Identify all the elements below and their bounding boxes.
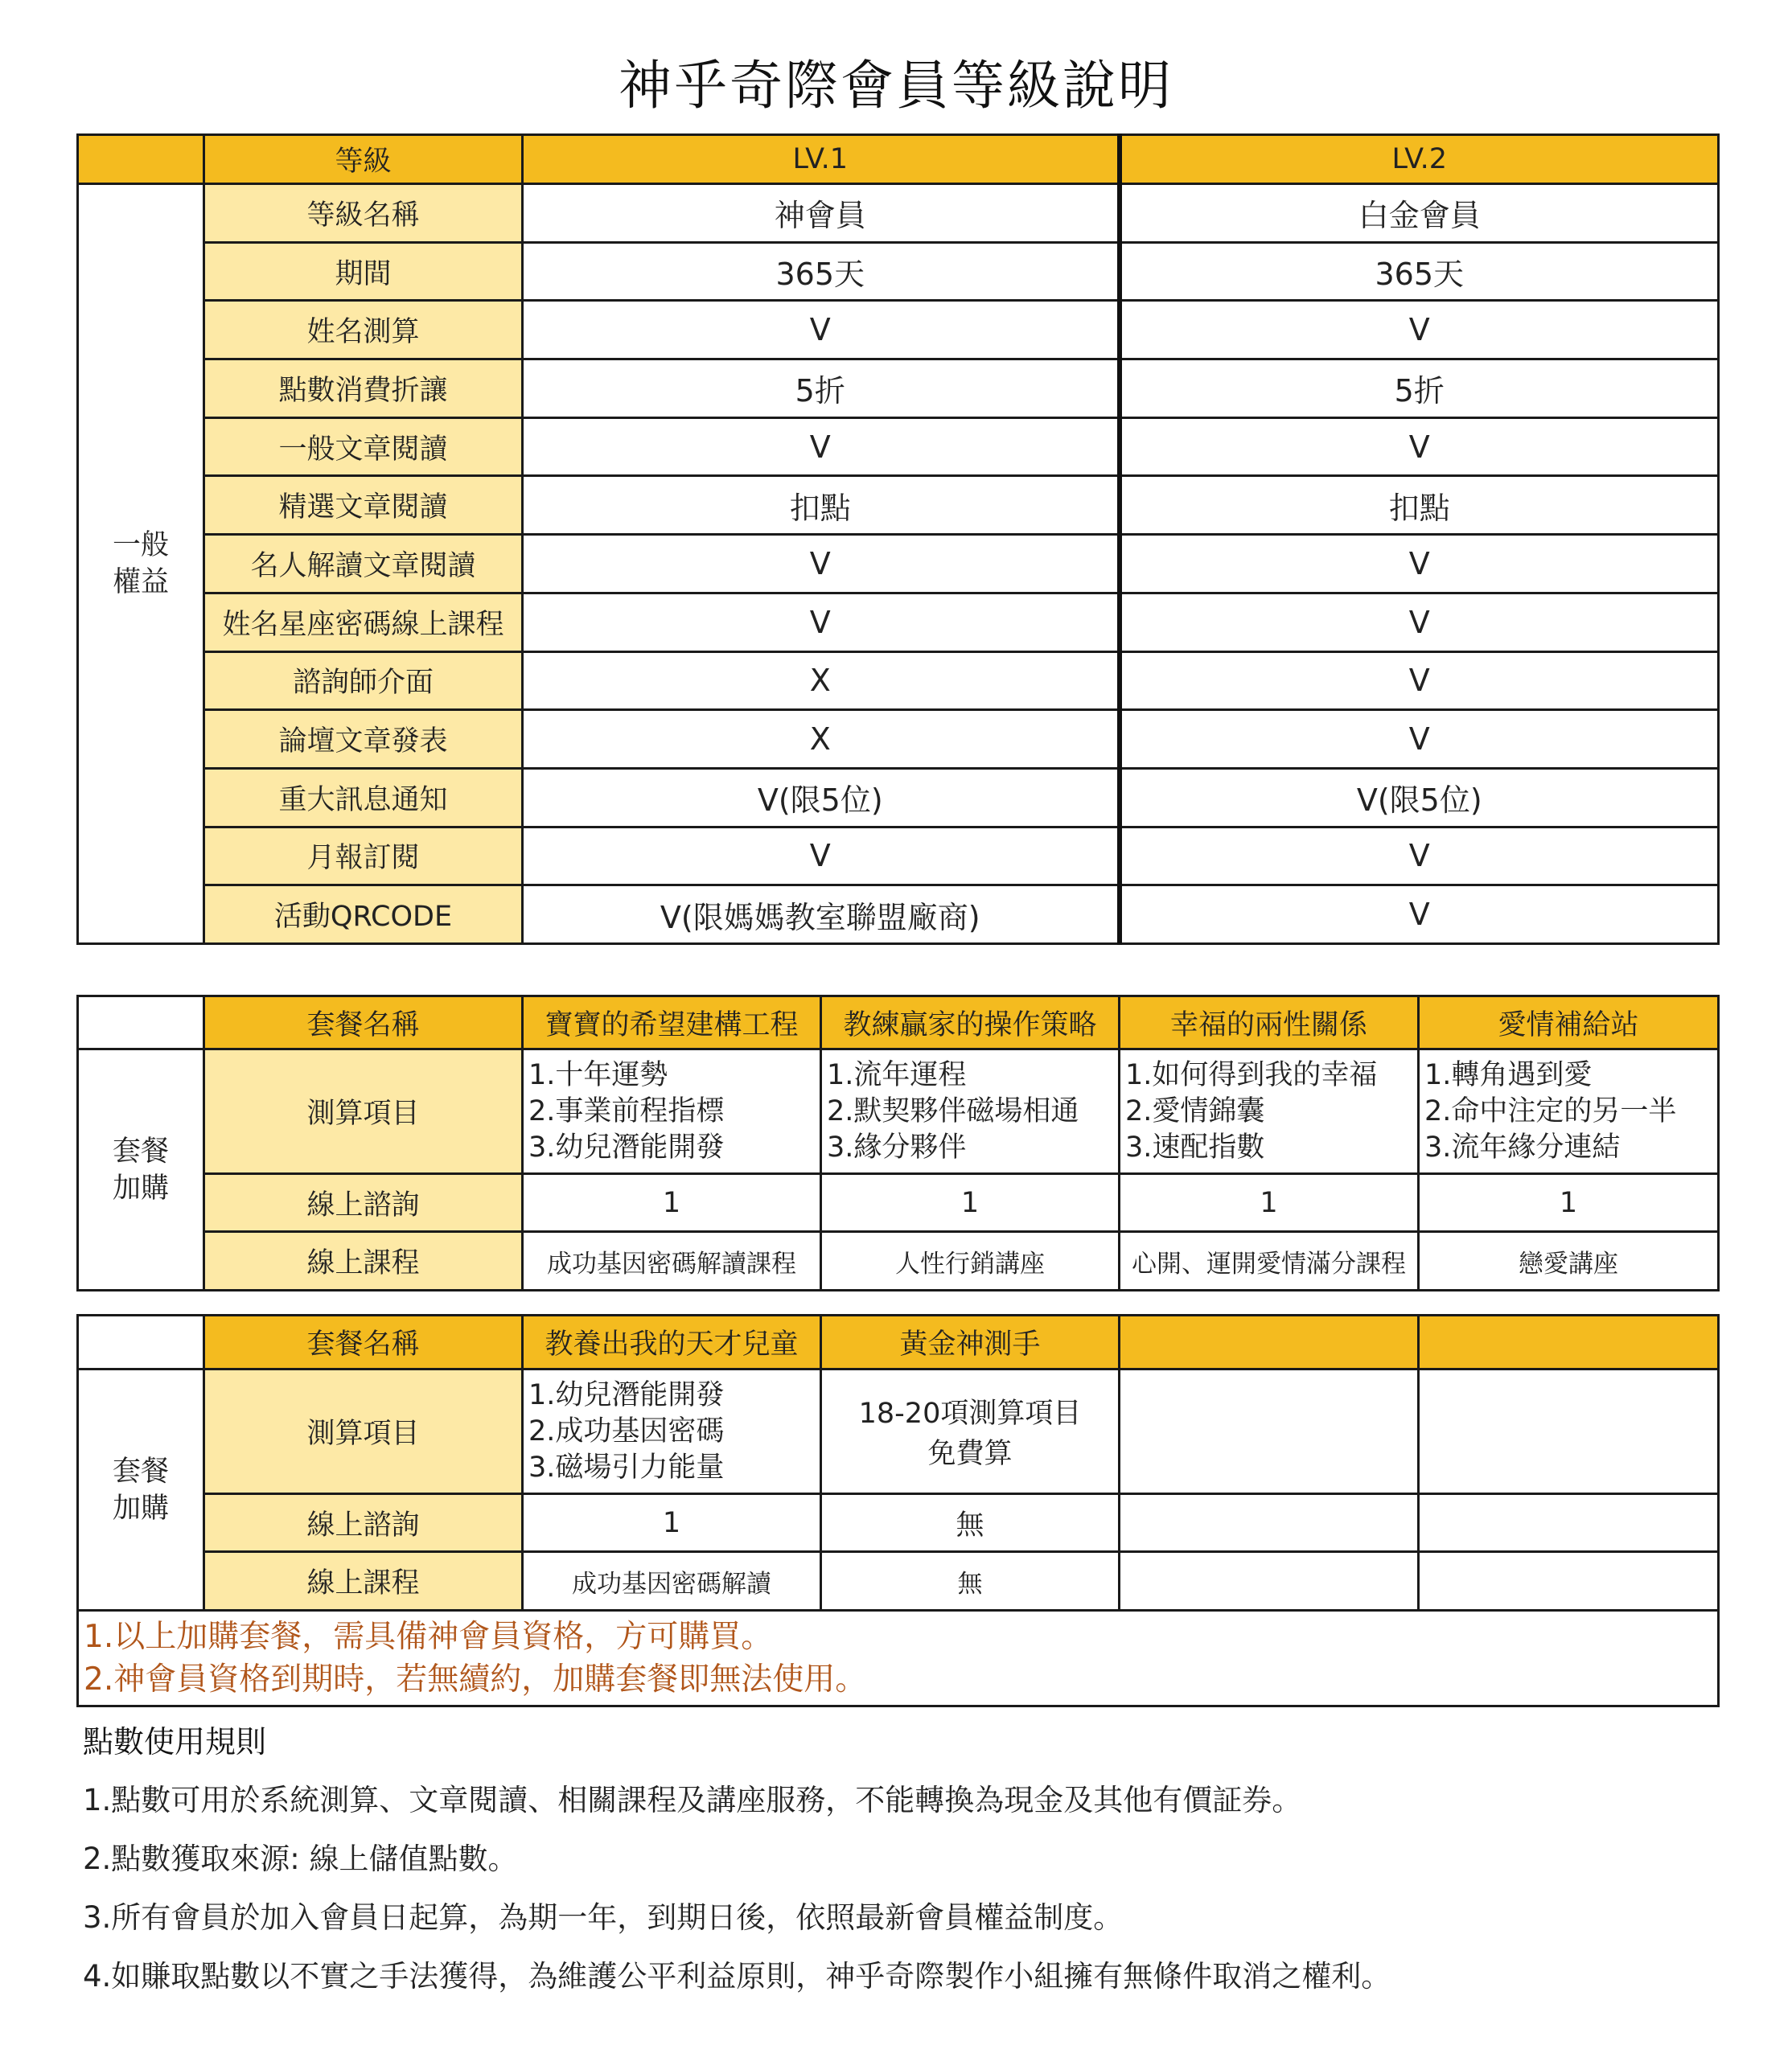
row-label: 線上課程 xyxy=(204,1232,523,1291)
table-row xyxy=(78,1232,1719,1291)
package-table-1 xyxy=(76,995,1720,1291)
package-name: 黃金神測手 xyxy=(821,1316,1120,1369)
table-row xyxy=(78,885,1719,944)
lv1-value: X xyxy=(523,651,1120,710)
measure-item: 2.成功基因密碼 xyxy=(528,1415,725,1448)
package-course: 成功基因密碼解讀課程 xyxy=(523,1232,821,1291)
package-consult: 1 xyxy=(1120,1174,1419,1232)
table-row xyxy=(78,417,1719,476)
package-note: 2.神會員資格到期時，若無續約，加購套餐即無法使用。 xyxy=(84,1661,867,1698)
lv1-value: V xyxy=(523,593,1120,651)
table-row xyxy=(78,710,1719,769)
lv1-value: 365天 xyxy=(523,242,1120,301)
section-label-line: 加購 xyxy=(112,1492,169,1525)
lv1-value: 扣點 xyxy=(523,476,1120,535)
table-row xyxy=(78,1049,1719,1174)
header-blank xyxy=(78,135,204,184)
lv2-value: V xyxy=(1120,710,1719,769)
measure-item: 1.流年運程 xyxy=(827,1058,967,1091)
lv2-value: V xyxy=(1120,535,1719,593)
lv2-value: 365天 xyxy=(1120,242,1719,301)
package-consult: 1 xyxy=(821,1174,1120,1232)
lv1-value: V xyxy=(523,535,1120,593)
measure-item: 3.幼兒潛能開發 xyxy=(528,1131,725,1164)
page-title: 神乎奇際會員等級說明 xyxy=(619,55,1173,117)
lv2-value: V xyxy=(1120,593,1719,651)
row-label: 論壇文章發表 xyxy=(204,710,523,769)
rules-title: 點數使用規則 xyxy=(83,1724,267,1760)
measure-item: 免費算 xyxy=(927,1438,1013,1470)
lv2-value: 白金會員 xyxy=(1120,184,1719,243)
measure-items-cell xyxy=(821,1369,1120,1494)
header-blank xyxy=(78,1316,204,1369)
row-label: 姓名測算 xyxy=(204,301,523,359)
measure-items-cell xyxy=(821,1049,1120,1174)
measure-item: 3.緣分夥伴 xyxy=(827,1131,967,1164)
measure-item: 1.幼兒潛能開發 xyxy=(528,1378,725,1411)
empty-cell xyxy=(1120,1552,1419,1611)
table-row xyxy=(78,651,1719,710)
row-label: 一般文章閱讀 xyxy=(204,417,523,476)
row-label: 活動QRCODE xyxy=(204,885,523,944)
measure-item: 2.愛情錦囊 xyxy=(1125,1094,1265,1127)
section-label-line: 加購 xyxy=(112,1172,169,1205)
lv1-value: V xyxy=(523,417,1120,476)
lv2-value: 扣點 xyxy=(1120,476,1719,535)
package-name: 幸福的兩性關係 xyxy=(1120,996,1419,1049)
row-label: 線上課程 xyxy=(204,1552,523,1611)
lv1-value: 神會員 xyxy=(523,184,1120,243)
package-note: 1.以上加購套餐，需具備神會員資格，方可購買。 xyxy=(84,1619,773,1655)
rule-item: 3.所有會員於加入會員日起算，為期一年，到期日後，依照最新會員權益制度。 xyxy=(83,1900,1124,1935)
table-row xyxy=(78,535,1719,593)
lv2-value: V xyxy=(1120,827,1719,885)
table-row xyxy=(78,242,1719,301)
level-table xyxy=(76,133,1720,945)
table-row xyxy=(78,1369,1719,1494)
row-label: 諮詢師介面 xyxy=(204,651,523,710)
lv1-value: V xyxy=(523,827,1120,885)
table-row xyxy=(78,593,1719,651)
header-level-label: 等級 xyxy=(204,135,523,184)
package-course: 無 xyxy=(821,1552,1120,1611)
measure-item: 1.如何得到我的幸福 xyxy=(1125,1058,1378,1091)
row-label: 期間 xyxy=(204,242,523,301)
row-label: 姓名星座密碼線上課程 xyxy=(204,593,523,651)
lv1-value: V xyxy=(523,301,1120,359)
measure-item: 2.默契夥伴磁場相通 xyxy=(827,1094,1079,1127)
measure-item: 1.十年運勢 xyxy=(528,1058,668,1091)
table-row xyxy=(78,476,1719,535)
lv2-value: V xyxy=(1120,651,1719,710)
lv1-value: X xyxy=(523,710,1120,769)
header-lv2: LV.2 xyxy=(1120,135,1719,184)
package-consult: 1 xyxy=(1419,1174,1719,1232)
empty-cell xyxy=(1419,1316,1719,1369)
section-label-line: 一般 xyxy=(112,528,169,561)
package-notes xyxy=(78,1611,1719,1706)
table-row xyxy=(78,1494,1719,1552)
package-consult: 1 xyxy=(523,1174,821,1232)
lv2-value: V xyxy=(1120,417,1719,476)
row-label: 線上諮詢 xyxy=(204,1494,523,1552)
measure-item: 18-20項測算項目 xyxy=(858,1398,1082,1430)
lv1-value: 5折 xyxy=(523,359,1120,418)
package-name: 教養出我的天才兒童 xyxy=(523,1316,821,1369)
table-row xyxy=(78,768,1719,827)
table-row xyxy=(78,1552,1719,1611)
table-row xyxy=(78,827,1719,885)
measure-item: 2.事業前程指標 xyxy=(528,1094,725,1127)
section-label-line: 權益 xyxy=(112,565,169,598)
measure-items-cell xyxy=(523,1369,821,1494)
empty-cell xyxy=(1419,1369,1719,1494)
measure-item: 3.速配指數 xyxy=(1125,1131,1265,1164)
lv2-value: 5折 xyxy=(1120,359,1719,418)
row-label: 套餐名稱 xyxy=(204,996,523,1049)
measure-item: 3.磁場引力能量 xyxy=(528,1451,725,1484)
measure-item: 3.流年緣分連結 xyxy=(1424,1131,1621,1164)
empty-cell xyxy=(1120,1316,1419,1369)
package-name: 寶寶的希望建構工程 xyxy=(523,996,821,1049)
rule-item: 1.點數可用於系統測算、文章閱讀、相關課程及講座服務，不能轉換為現金及其他有價証券。 xyxy=(83,1783,1302,1817)
table-row xyxy=(78,359,1719,418)
package-consult: 1 xyxy=(523,1494,821,1552)
measure-items-cell xyxy=(1419,1049,1719,1174)
empty-cell xyxy=(1120,1494,1419,1552)
row-label: 測算項目 xyxy=(204,1049,523,1174)
measure-item: 1.轉角遇到愛 xyxy=(1424,1058,1593,1091)
row-label: 套餐名稱 xyxy=(204,1316,523,1369)
package-course: 人性行銷講座 xyxy=(821,1232,1120,1291)
lv1-value: V(限媽媽教室聯盟廠商) xyxy=(523,885,1120,944)
empty-cell xyxy=(1419,1552,1719,1611)
table-row xyxy=(78,301,1719,359)
measure-items-cell xyxy=(1120,1049,1419,1174)
package-name: 愛情補給站 xyxy=(1419,996,1719,1049)
package-course: 成功基因密碼解讀 xyxy=(523,1552,821,1611)
table-row xyxy=(78,1316,1719,1369)
row-label: 測算項目 xyxy=(204,1369,523,1494)
header-blank xyxy=(78,996,204,1049)
measure-items-cell xyxy=(523,1049,821,1174)
row-label: 點數消費折讓 xyxy=(204,359,523,418)
empty-cell xyxy=(1419,1494,1719,1552)
lv2-value: V xyxy=(1120,301,1719,359)
table-row xyxy=(78,184,1719,243)
row-label: 月報訂閱 xyxy=(204,827,523,885)
package-course: 戀愛講座 xyxy=(1419,1232,1719,1291)
row-label: 線上諮詢 xyxy=(204,1174,523,1232)
package-name: 教練贏家的操作策略 xyxy=(821,996,1120,1049)
table-row xyxy=(78,1174,1719,1232)
section-label xyxy=(78,1369,204,1611)
measure-item: 2.命中注定的另一半 xyxy=(1424,1094,1677,1127)
package-consult: 無 xyxy=(821,1494,1120,1552)
row-label: 名人解讀文章閱讀 xyxy=(204,535,523,593)
row-label: 精選文章閱讀 xyxy=(204,476,523,535)
row-label: 重大訊息通知 xyxy=(204,768,523,827)
rule-item: 4.如賺取點數以不實之手法獲得，為維護公平利益原則，神乎奇際製作小組擁有無條件取消之權利。 xyxy=(83,1959,1391,1994)
rules-list xyxy=(83,1778,1391,2013)
header-lv1: LV.1 xyxy=(523,135,1120,184)
section-label-line: 套餐 xyxy=(112,1135,169,1168)
table-row xyxy=(78,996,1719,1049)
rule-item: 2.點數獲取來源: 線上儲值點數。 xyxy=(83,1842,518,1876)
section-label xyxy=(78,1049,204,1291)
lv2-value: V(限5位) xyxy=(1120,768,1719,827)
section-label xyxy=(78,184,204,944)
row-label: 等級名稱 xyxy=(204,184,523,243)
package-table-2 xyxy=(76,1314,1720,1707)
empty-cell xyxy=(1120,1369,1419,1494)
package-course: 心開、運開愛情滿分課程 xyxy=(1120,1232,1419,1291)
lv2-value: V xyxy=(1120,885,1719,944)
section-label-line: 套餐 xyxy=(112,1455,169,1488)
lv1-value: V(限5位) xyxy=(523,768,1120,827)
